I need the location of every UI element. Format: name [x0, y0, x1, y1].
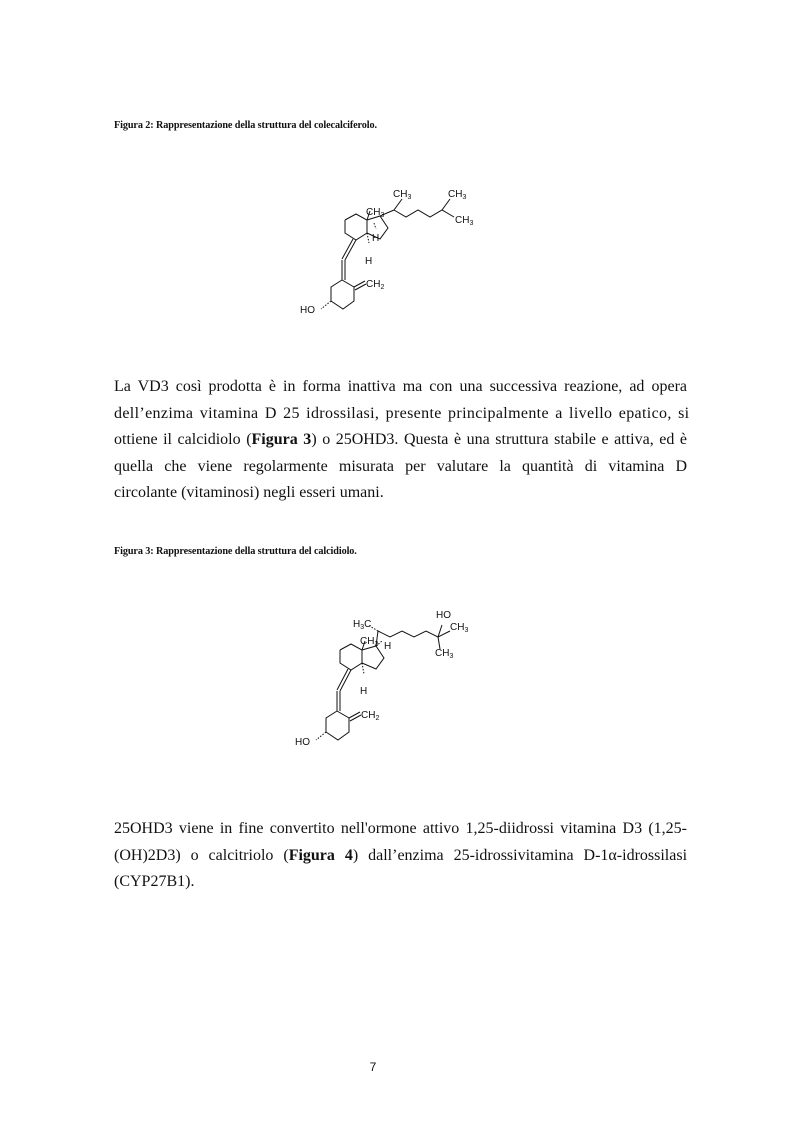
paragraph-1: [114, 374, 690, 507]
h-label-lower: H: [360, 686, 368, 697]
paragraph-2-line-3: (CYP27B1).: [114, 873, 195, 891]
paragraph-1-line-3: ottiene il calcidiolo (Figura 3) o 25OHD3. Questa è una struttura stabile e attiva, ed è: [114, 431, 688, 449]
figure-2-caption: Figura 2: Rappresentazione della struttura del colecalciferolo.: [114, 120, 377, 131]
ch3-label-b: $CH_3$: [435, 648, 454, 660]
ch3-label-ring: $CH_3$: [360, 636, 379, 648]
paragraph-1-line-5: circolante (vitaminosi) negli esseri umani.: [114, 484, 384, 502]
ch3-label-ring: $CH_3$: [366, 207, 385, 219]
ch2-label: $CH_2$: [361, 710, 380, 722]
ch2-label: $CH_2$: [366, 279, 385, 291]
ho-label-top: HO: [436, 610, 451, 621]
paragraph-1-line-4: quella che viene regolarmente misurata per valutare la quantità di vitamina D: [114, 457, 687, 475]
h-label-upper: H: [372, 233, 380, 244]
ch3-label-right-top: $CH_3$: [448, 189, 467, 201]
paragraph-2-line-2: (OH)2D3) o calcitriolo (Figura 4) dall’enzima 25-idrossivitamina D-1α-idrossilasi: [114, 846, 688, 864]
cholecalciferol-structure: [290, 185, 500, 335]
h3c-label: $H_3C$: [353, 619, 372, 631]
calcidiol-structure: [290, 603, 500, 773]
figure-4-reference: Figura 4: [288, 846, 353, 864]
ch3-label-right: $CH_3$: [455, 215, 474, 227]
ho-label: HO: [300, 305, 315, 316]
page-number: 7: [369, 1060, 377, 1074]
figure-3-reference: Figura 3: [251, 431, 312, 449]
paragraph-1-line-2: dell’enzima vitamina D 25 idrossilasi, presente principalmente a livello epatico, si: [114, 404, 690, 422]
paragraph-2: [114, 816, 687, 896]
paragraph-1-line-1: La VD3 così prodotta è in forma inattiva ma con una successiva reazione, ad opera: [114, 378, 687, 395]
h-label-upper: H: [384, 641, 392, 652]
paragraph-2-line-1: 25OHD3 viene in fine convertito nell'ormone attivo 1,25-diidrossi vitamina D3 (1,25-: [114, 820, 687, 837]
figure-3-caption: Figura 3: Rappresentazione della struttura del calcidiolo.: [114, 546, 357, 557]
h-label-lower: H: [365, 256, 373, 267]
ch3-label-a: $CH_3$: [450, 622, 469, 634]
ch3-label-top: $CH_3$: [393, 189, 412, 201]
ho-label: HO: [295, 737, 310, 748]
